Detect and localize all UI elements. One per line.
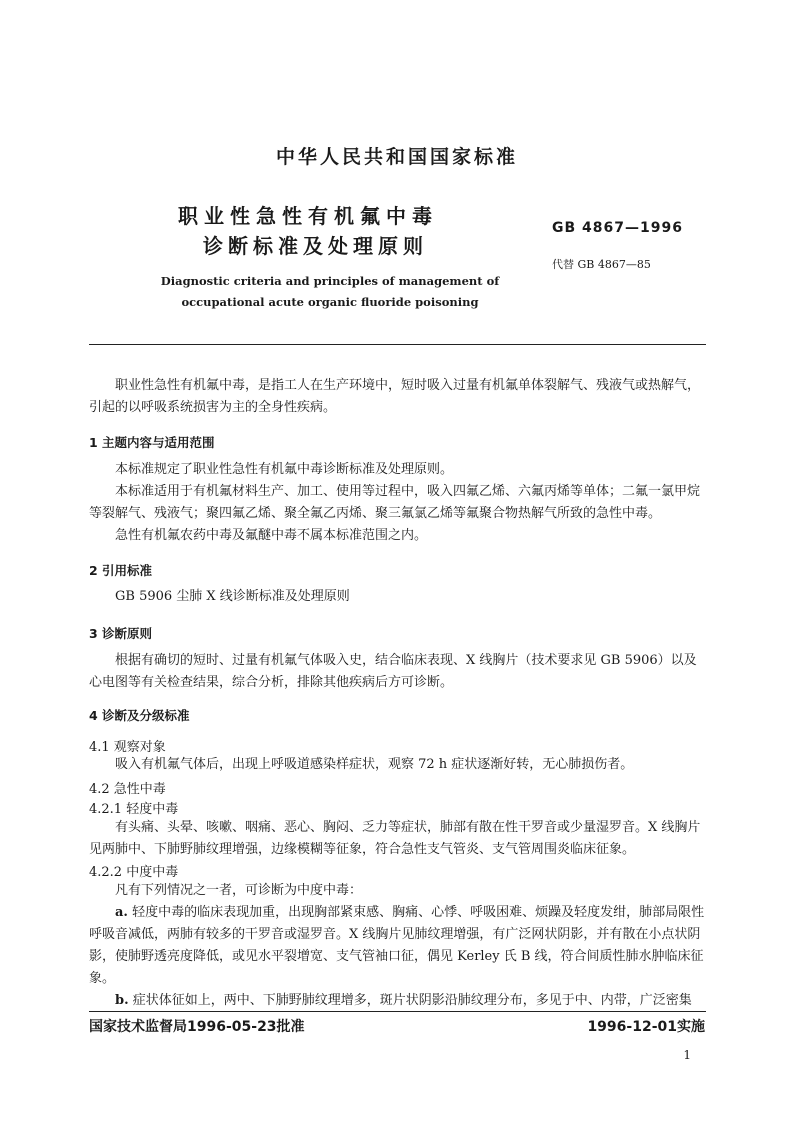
section-3-para: 根据有确切的短时、过量有机氟气体吸入史，结合临床表现、X 线胸片（技术要求见 GB 5906）以及心电图等有关检查结果，综合分析，排除其他疾病后方可诊断。 (89, 653, 697, 690)
item-b-text: 症状体征如上，两中、下肺野肺纹理增多，斑片状阴影沿肺纹理分布，多见于中、内带，广泛密集 (132, 993, 692, 1008)
section-1-para-1: 本标准规定了职业性急性有机氟中毒诊断标准及处理原则。 (115, 462, 454, 477)
issuing-authority-title: 中华人民共和国国家标准 (275, 146, 518, 168)
effective-date: 1996-12-01实施 (587, 1019, 705, 1035)
section-4-2-1-heading: 4.2.1 轻度中毒 (89, 802, 179, 817)
header-divider (89, 344, 706, 345)
section-1-heading: 1 主题内容与适用范围 (89, 435, 215, 450)
english-title-line1: Diagnostic criteria and principles of management of (160, 274, 500, 288)
page-number: 1 (683, 1048, 691, 1062)
section-1-para-2: 本标准适用于有机氟材料生产、加工、使用等过程中，吸入四氟乙烯、六氟丙烯等单体；二氟一氯甲烷等裂解气、残液气；聚四氟乙烯、聚全氟乙丙烯、聚三氟氯乙烯等氟聚合物热解气所致的急性中毒。 (89, 484, 701, 521)
document-title-line1: 职业性急性有机氟中毒 (178, 204, 438, 228)
section-2-reference: GB 5906 尘肺 X 线诊断标准及处理原则 (115, 589, 350, 604)
item-a-label: a. (115, 905, 128, 920)
intro-paragraph: 职业性急性有机氟中毒，是指工人在生产环境中，短时吸入过量有机氟单体裂解气、残液气或热解气，引起的以呼吸系统损害为主的全身性疾病。 (89, 378, 701, 415)
english-title-line2: occupational acute organic fluoride poisoning (181, 295, 479, 309)
section-2-heading: 2 引用标准 (89, 563, 153, 578)
section-4-1-heading: 4.1 观察对象 (89, 740, 166, 755)
item-a-text: 轻度中毒的临床表现加重，出现胸部紧束感、胸痛、心悸、呼吸困难、烦躁及轻度发绀，肺部局限性呼吸音减低，两肺有较多的干罗音或湿罗音。X 线胸片见肺纹理增强，有广泛网状阴影，并有散在小点状阴影，使肺野透亮度降低，或见水平裂增宽、支气管袖口征，偶见 Kerley 氏 B 线，符合间质性肺水肿临床征象。 (89, 905, 705, 986)
section-4-2-2-para: 凡有下列情况之一者，可诊断为中度中毒： (115, 883, 363, 898)
section-4-2-2-item-a (89, 902, 706, 990)
section-1-para-3: 急性有机氟农药中毒及氟醚中毒不属本标准范围之内。 (115, 528, 428, 543)
section-4-heading: 4 诊断及分级标准 (89, 708, 190, 723)
document-title-line2: 诊断标准及处理原则 (203, 234, 428, 258)
section-4-2-1-para: 有头痛、头晕、咳嗽、咽痛、恶心、胸闷、乏力等症状，肺部有散在性干罗音或少量湿罗音。X 线胸片见两肺中、下肺野肺纹理增强，边缘模糊等征象，符合急性支气管炎、支气管周围炎临床征象。 (89, 820, 701, 857)
section-4-2-2-item-b (89, 990, 706, 1012)
replaces-standard: 代替 GB 4867—85 (552, 258, 651, 271)
approval-date: 国家技术监督局1996-05-23批准 (89, 1019, 305, 1035)
section-4-2-2-heading: 4.2.2 中度中毒 (89, 865, 179, 880)
section-3-heading: 3 诊断原则 (89, 626, 153, 641)
standard-number: GB 4867—1996 (552, 220, 683, 236)
item-b-label: b. (115, 993, 129, 1008)
section-4-1-para: 吸入有机氟气体后，出现上呼吸道感染样症状，观察 72 h 症状逐渐好转，无心肺损伤者。 (115, 757, 634, 772)
footer-divider (89, 1011, 706, 1012)
section-4-2-heading: 4.2 急性中毒 (89, 782, 166, 797)
